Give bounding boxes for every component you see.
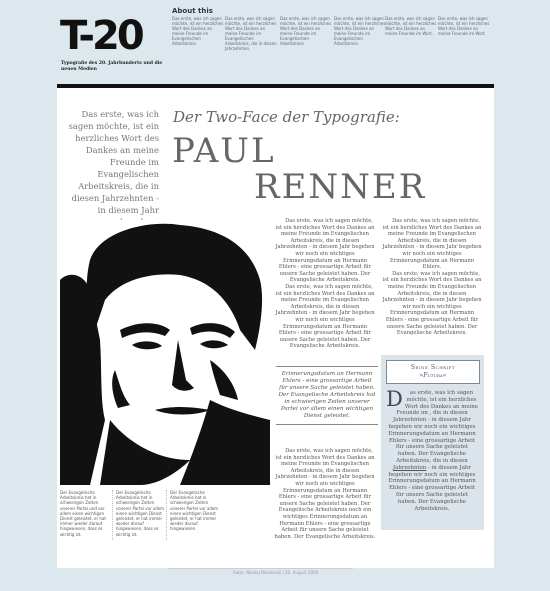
title-line-1: PAUL: [172, 131, 276, 171]
header-column-5: Das erste, was ich sagen möchte, ist ein herzliches Wort des Dankes an meine Freunde im Wort.: [385, 16, 437, 36]
footer-credit: Autor: Nikolaj Nikolovski | 20. August 2009: [232, 570, 319, 575]
sidebar-heading-line1: Seine Schrift: [410, 364, 456, 371]
header-column-4: Das erste, was ich sagen möchte, ist ein herzliches Wort des Dankes an meine Freunde im Evangelischen Arbeitskreis.: [334, 16, 386, 46]
sidebar-body: [386, 387, 478, 512]
sidebar-link[interactable]: Jahrzehnten: [393, 464, 427, 471]
header-column-1: Das erste, was ich sagen möchte, ist ein herzliches Wort des Dankes an meine Freunde im Evangelischen Arbeitskreis.: [172, 16, 224, 46]
caption-3: Der Evangelische Arbeitskreis hat in schwierigen Zeiten unserer Partei vor allem einen wichtigen Dienst geleistet, er hat immer wieder darauf hingewiesen.: [170, 490, 219, 532]
caption-2: Der Evangelische Arbeitskreis hat in schwierigen Zeiten unserer Partei vor allem einen wichtigen Dienst geleistet, er hat immer wieder darauf hingewiesen, dass es wichtig ist.: [116, 490, 165, 537]
paragraph: Das erste, was ich sagen möchte, ist ein herzliches Wort des Dankes an meine Freunde im Evangelischen Arbeitskreis, die in diesen Jahrzehnten - in diesem Jahr begehen wir noch ein wichtiges Erinnerungsdatum an Hermann Ehlers - eine grossartige Arbeit für unsere Sache geleistet haben. Der Evangelische Arbeitskreis.: [275, 283, 375, 350]
site-logo[interactable]: T-20: [60, 13, 142, 59]
pull-quote: Erinnerungsdatum an Hermann Ehlers - eine grossartige Arbeit für unsere Sache geleistet haben. Der Evangelische Arbeitskreis hat in schwierigen Zeiten unserer Partei vor allem einen wichtigen Dienst geleistet.: [276, 366, 378, 425]
header-column-2: Das erste, was ich sagen möchte, ist ein herzliches Wort des Dankes an meine Freunde im Evangelischen Arbeitskreis, die in diesen Jahrzehnten.: [225, 16, 277, 51]
header-column-6: Das erste, was ich sagen möchte, ist ein herzliches Wort des Dankes an meine Freunde im Wort.: [438, 16, 490, 36]
body-column-2-bottom: [274, 448, 376, 540]
sidebar-heading-line2: »Futura«: [419, 372, 447, 379]
title-line-2: RENNER: [254, 167, 427, 207]
portrait-image: [60, 220, 270, 485]
paragraph: Das erste, was ich sagen möchte, ist ein herzliches Wort des Dankes an meine Freunde im Evangelischen Arbeitskreis, die in diesen Jahrzehnten - in diesem Jahr begehen wir noch ein wichtiges Erinnerungsdatum an Hermann Ehlers - eine grossartige Arbeit für unsere Sache geleistet haben. Der Evangelische Arbeitskreis noch ein wichtiges Erinnerungsdatum an Hermann Ehlers - eine grossartige Arbeit für unsere Sache geleistet haben. Der Evangelische Arbeitskreis.: [274, 448, 376, 540]
article-kicker: Der Two-Face der Typografie:: [173, 108, 400, 126]
paragraph: Das erste, was ich sagen möchte, ist ein herzliches Wort des Dankes an meine Freunde im Evangelischen Arbeitskreis, die in diesen Jahrzehnten - in diesem Jahr begehen wir noch ein wichtiges Erinnerungsdatum an Hermann Ehlers - eine grossartige Arbeit für unsere Sache geleistet haben. Der Evangelische Arbeitskreis.: [275, 218, 375, 284]
sidebar-heading: [386, 360, 480, 384]
about-title: About this: [172, 7, 213, 15]
intro-text: Das erste, was ich sagen möchte, ist ein herzliches Wort des Dankes an meine Freunde im Evangelischen Arbeitskreis, die in diesen Jahrzehnten - in diesem Jahr: [68, 109, 159, 215]
body-column-3: [381, 218, 483, 337]
caption-divider: [166, 490, 168, 540]
logo-subtitle: Typografie des 20. Jahrhunderts und die neuen Medien: [61, 61, 163, 72]
caption-divider: [112, 490, 114, 540]
body-column-2-top: [274, 218, 376, 350]
sidebar-text: - in diesem Jahr begehen wir noch ein wichtiges Erinnerungsdatum an Hermann Ehlers - eine grossartige Arbeit für unsere Sache geleistet haben. Der Evangelische Arbeitskreis.: [388, 464, 476, 512]
caption-1: Der Evangelische Arbeitskreis hat in schwierigen Zeiten unserer Partei und vor allem einen wichtigen Dienst geleistet, er hat immer wieder darauf hingewiesen, dass es wichtig ist.: [60, 490, 106, 537]
header-column-3: Das erste, was ich sagen möchte, ist ein herzliches Wort des Dankes an meine Freunde im Evangelischen Arbeitskreis.: [280, 16, 332, 46]
drop-cap: D: [386, 387, 403, 411]
sidebar-text: as erste, was ich sagen möchte, ist ein herzliches Wort des Dankes an meine Freunde im , die in diesen Jahrzehnten - in diesem Jahr begehen wir noch ein wichtiges Erinnerungsdatum an Hermann Ehlers - eine grossartige Arbeit für unsere Sache geleistet haben. Der Evangelische Arbeitskreis, die in diesen: [388, 390, 478, 464]
paragraph: Das erste, was ich sagen möchte, ist ein herzliches Wort des Dankes an meine Freunde im Evangelischen Arbeitskreis, die in diesen Jahrzehnten - in diesem Jahr begehen wir noch ein wichtiges Erinnerungsdatum an Hermann Ehlers.: [382, 218, 482, 271]
footer-rule: [168, 568, 353, 569]
paragraph: Das erste, was ich sagen möchte, ist ein herzliches Wort des Dankes an meine Freunde im Evangelischen Arbeitskreis, die in diesen Jahrzehnten - in diesem Jahr begehen wir noch ein wichtiges Erinnerungsdatum an Hermann Ehlers - eine grossartige Arbeit für unsere Sache geleistet haben. Der Evangelische Arbeitskreis.: [382, 270, 482, 337]
